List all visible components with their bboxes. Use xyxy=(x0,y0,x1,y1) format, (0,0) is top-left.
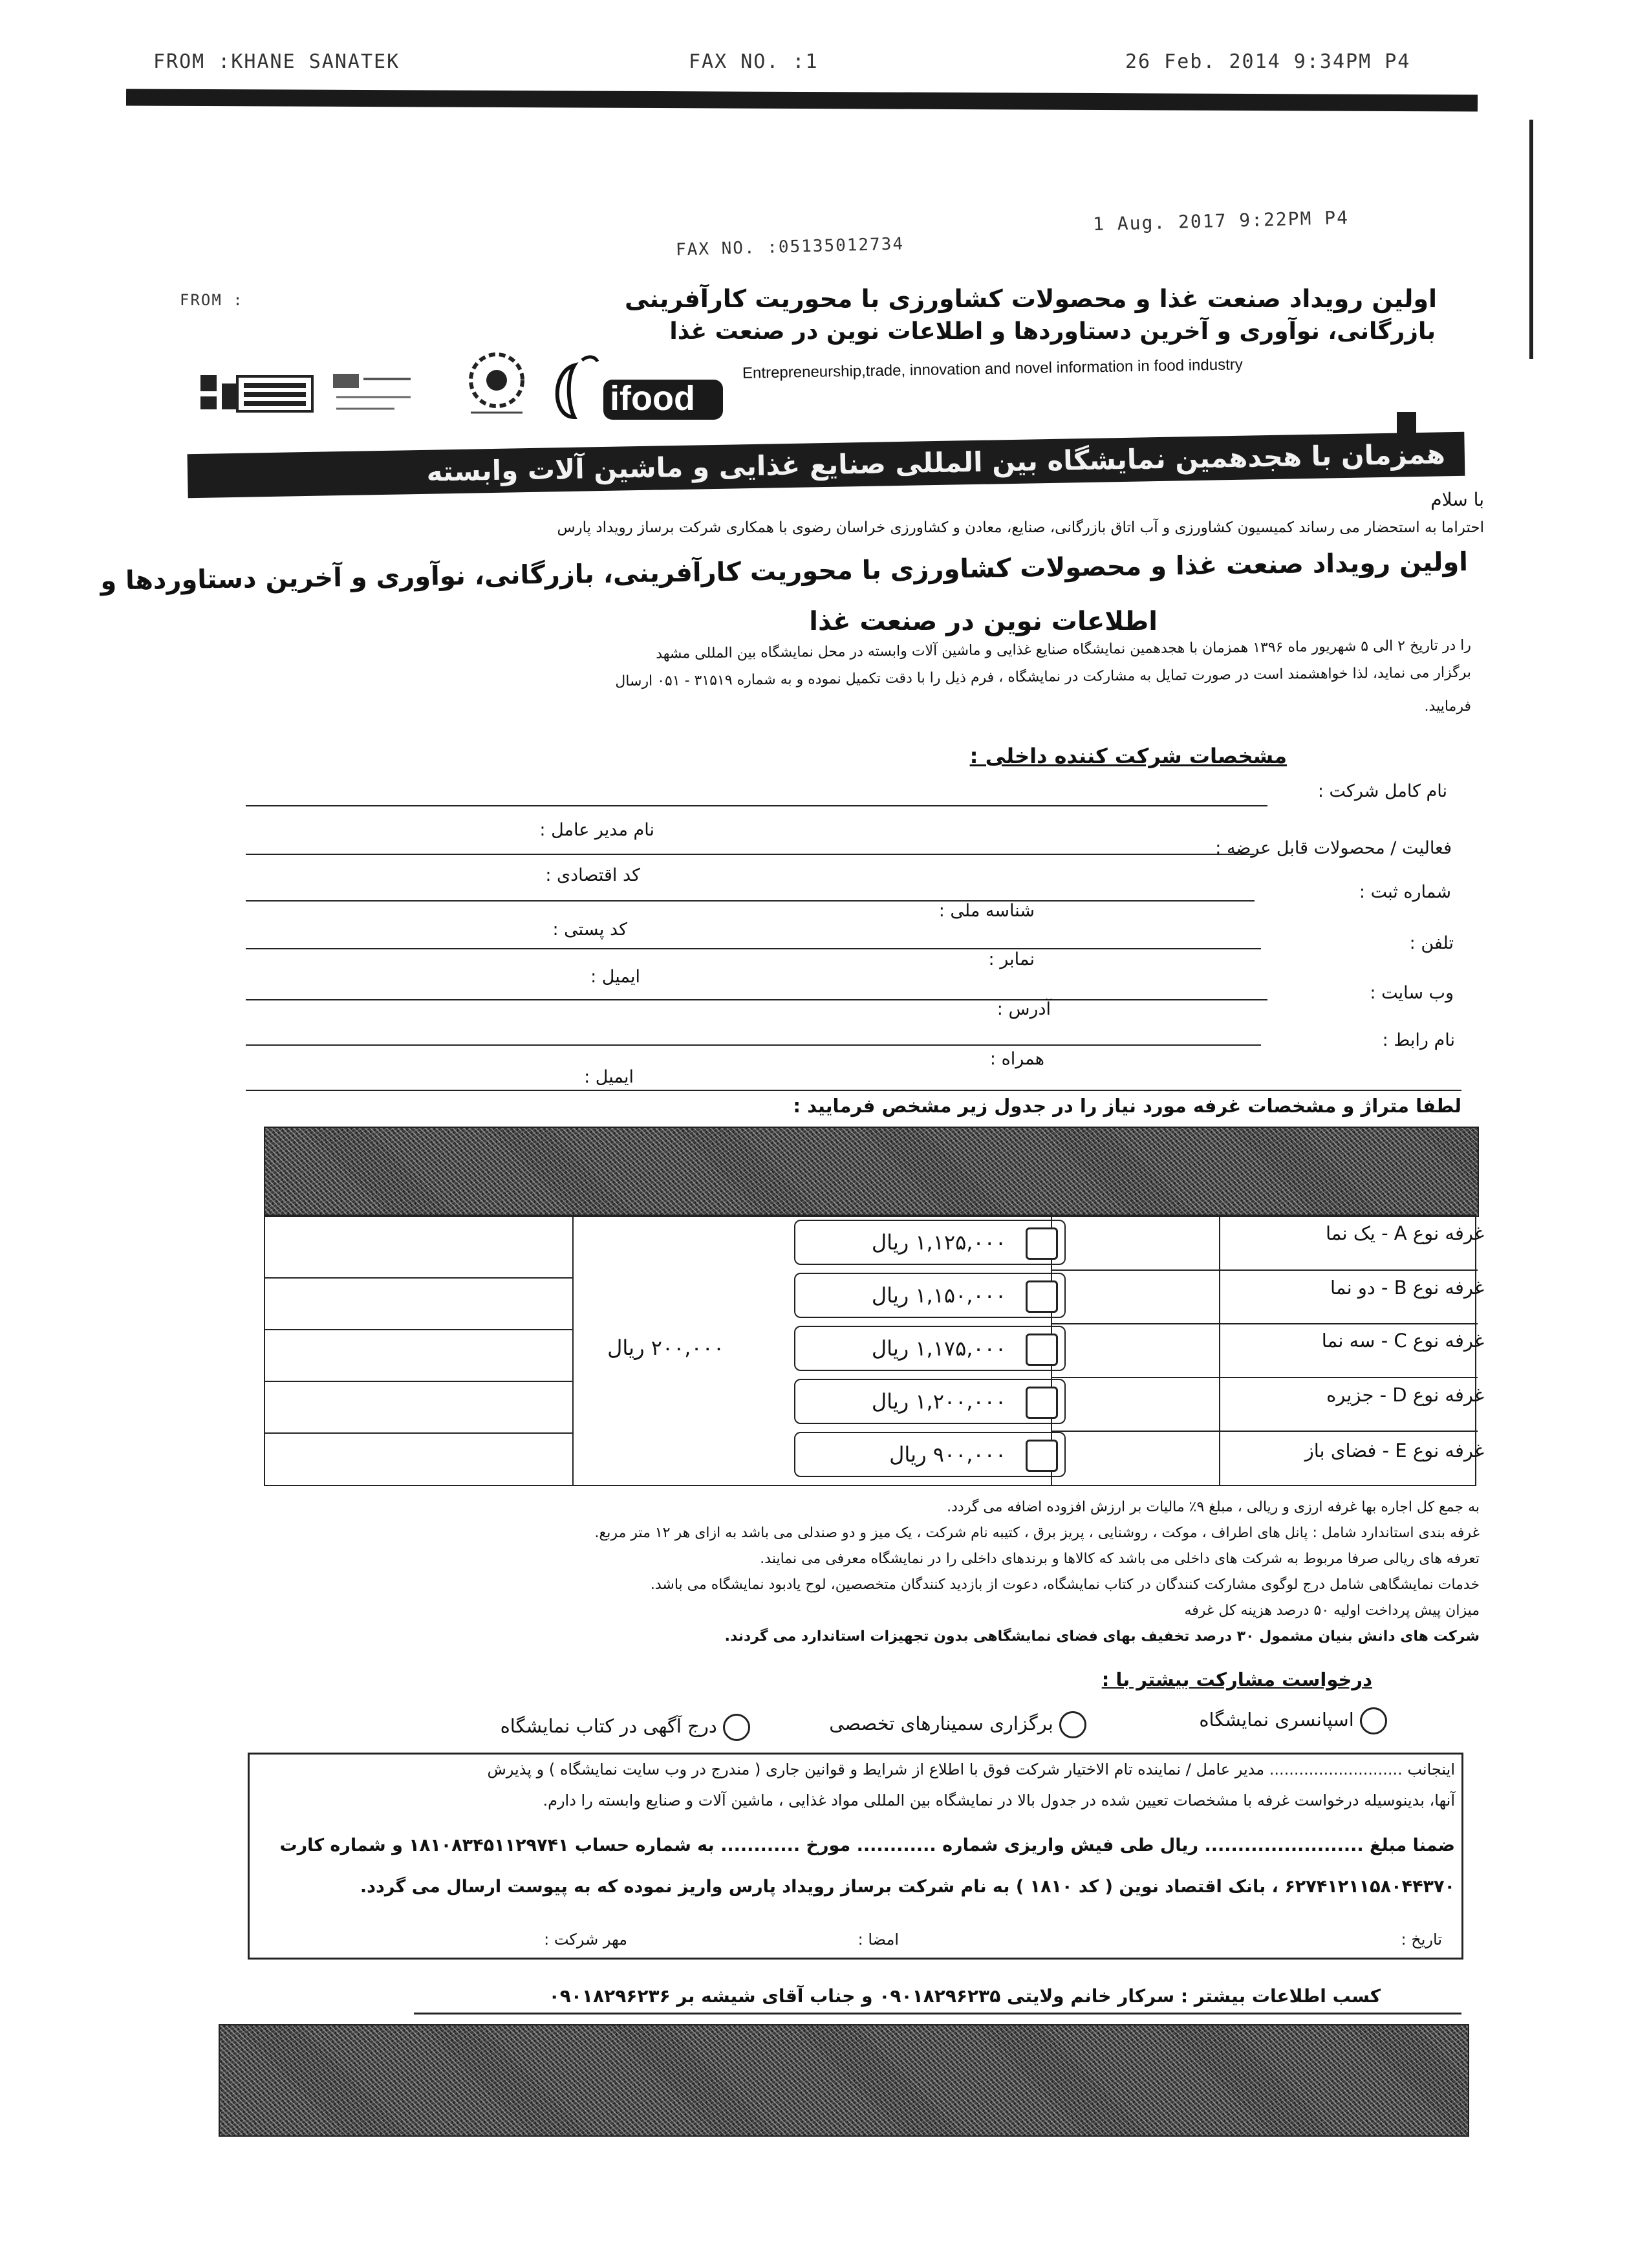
booth-b-type: غرفه نوع B - دو نما xyxy=(1330,1277,1484,1299)
contact-email-label: ایمیل : xyxy=(584,1067,634,1087)
event-title-english: Entrepreneurship,trade, innovation and novel information in food industry xyxy=(742,356,1243,382)
activity-label: فعالیت / محصولات قابل عرضه : xyxy=(1215,838,1452,858)
booth-d-price: ۱,۲۰۰,۰۰۰ ریال xyxy=(871,1389,1006,1414)
contact-email-field[interactable] xyxy=(246,1090,1461,1091)
sponsor-label: اسپانسری نمایشگاه xyxy=(1199,1709,1354,1731)
footer-noise-band xyxy=(219,2024,1469,2137)
address-label: آدرس : xyxy=(997,999,1051,1019)
booth-d-type: غرفه نوع D - جزیره xyxy=(1326,1384,1484,1406)
ifood-logo xyxy=(548,352,729,424)
fax-header-divider xyxy=(126,89,1478,111)
fax-label: نمابر : xyxy=(988,949,1035,969)
reg-number-field[interactable] xyxy=(246,900,1255,902)
ad-radio[interactable] xyxy=(723,1714,750,1741)
ifood-logo-text: ifood xyxy=(610,379,695,418)
booth-b-price: ۱,۱۵۰,۰۰۰ ریال xyxy=(871,1283,1006,1308)
fax-number-2: FAX NO. :05135012734 xyxy=(675,234,905,260)
ad-label: درج آگهی در کتاب نمایشگاه xyxy=(500,1715,717,1737)
option-sponsor[interactable] xyxy=(1199,1707,1387,1734)
signature-label: امضا : xyxy=(857,1930,899,1949)
booth-e-type: غرفه نوع E - فضای باز xyxy=(1304,1440,1484,1462)
emblem-logo xyxy=(464,348,529,419)
option-advertisement[interactable] xyxy=(501,1714,750,1741)
fax-date: 26 Feb. 2014 9:34PM P4 xyxy=(1125,50,1411,73)
commitment-line3: ضمنا مبلغ ........................ ریال طی فیش واریزی شماره ............ مورخ ............ به شماره حساب ۱۸۱۰۸۳۴۵۱۱۲۹۷۴۱ و شماره کارت xyxy=(279,1835,1455,1855)
letter-para-line3: فرمایید. xyxy=(1424,698,1471,715)
note-item: شرکت های دانش بنیان مشمول ۳۰ درصد تخفیف بهای فضای نمایشگاهی بدون تجهیزات استاندارد می گردند. xyxy=(724,1628,1480,1645)
contact-name-field[interactable] xyxy=(246,1044,1261,1046)
booth-c-type: غرفه نوع C - سه نما xyxy=(1321,1330,1484,1352)
domestic-section-title: مشخصات شرکت کننده داخلی : xyxy=(969,744,1287,768)
postal-code-label: کد پستی : xyxy=(552,920,627,940)
letter-bold-title-2: اطلاعات نوین در صنعت غذا xyxy=(809,607,1158,636)
booth-row-d xyxy=(794,1379,1066,1424)
phone-field[interactable] xyxy=(246,948,1261,949)
commitment-line2: آنها، بدینوسیله درخواست غرفه با مشخصات تعیین شده در جدول بالا در نمایشگاه بین المللی مواد غذایی ، ماشین آلات و صنایع وابسته را دارم. xyxy=(543,1791,1455,1809)
option-seminars[interactable] xyxy=(829,1711,1086,1738)
booth-row-a xyxy=(794,1220,1066,1265)
booth-e-checkbox[interactable] xyxy=(1026,1440,1058,1472)
reg-number-label: شماره ثبت : xyxy=(1359,882,1451,902)
fax-number: FAX NO. :1 xyxy=(689,50,819,73)
note-item: تعرفه های ریالی صرفا مربوط به شرکت های داخلی می باشد که کالاها و برندهای داخلی را در نمایشگاه معرفی می نمایند. xyxy=(760,1551,1480,1567)
website-label: وب سایت : xyxy=(1370,983,1454,1003)
sponsor-radio[interactable] xyxy=(1360,1707,1387,1734)
seminars-label: برگزاری سمینارهای تخصصی xyxy=(829,1712,1053,1734)
contact-name-label: نام رابط : xyxy=(1382,1030,1455,1050)
date-label: تاریخ : xyxy=(1401,1930,1442,1949)
contact-info: کسب اطلاعات بیشتر : سرکار خانم ولایتی ۰۹۰۱۸۲۹۶۲۳۵ و جناب آقای شیشه بر ۰۹۰۱۸۲۹۶۲۳۶ xyxy=(548,1985,1381,2007)
booth-instruction-line: لطفا متراژ و مشخصات غرفه مورد نیاز را در جدول زیر مشخص فرمایید : xyxy=(793,1095,1461,1117)
email-label: ایمیل : xyxy=(590,967,640,987)
booth-a-price: ۱,۱۲۵,۰۰۰ ریال xyxy=(871,1230,1006,1255)
booth-c-price: ۱,۱۷۵,۰۰۰ ریال xyxy=(871,1336,1006,1361)
note-item: خدمات نمایشگاهی شامل درج لوگوی مشارکت کنندگان در کتاب نمایشگاه، دعوت از بازدید کنندگان متخصصین، لوح یادبود نمایشگاه می باشد. xyxy=(650,1577,1480,1593)
booth-d-checkbox[interactable] xyxy=(1026,1387,1058,1419)
booth-a-checkbox[interactable] xyxy=(1026,1227,1058,1260)
phone-label: تلفن : xyxy=(1409,933,1454,953)
commission-logo xyxy=(330,369,414,420)
salutation: با سلام xyxy=(1430,489,1484,510)
company-name-field[interactable] xyxy=(246,805,1267,806)
national-id-label: شناسه ملی : xyxy=(938,901,1035,921)
website-field[interactable] xyxy=(246,999,1267,1000)
note-item: میزان پیش پرداخت اولیه ۵۰ درصد هزینه کل غرفه xyxy=(1184,1603,1480,1619)
fax-from: FROM :KHANE SANATEK xyxy=(153,50,400,73)
booth-row-e xyxy=(794,1432,1066,1477)
company-name-label: نام کامل شرکت : xyxy=(1317,781,1447,801)
booth-table-header xyxy=(264,1127,1479,1217)
letter-para-line1: را در تاریخ ۲ الی ۵ شهریور ماه ۱۳۹۶ همزمان با هجدهمین نمایشگاه صنایع غذایی و ماشین آلات وابسته در محل نمایشگاه بین المللی مشهد xyxy=(656,637,1472,662)
letter-intro: احتراما به استحضار می رساند کمیسیون کشاورزی و آب اتاق بازرگانی، صنایع، معادن و کشاورزی خراسان رضوی با همکاری شرکت برساز رویداد پارس xyxy=(557,519,1484,536)
note-item: غرفه بندی استاندارد شامل : پانل های اطراف ، موکت ، روشنایی ، پریز برق ، کتیبه نام شرکت ، یک میز و دو صندلی می باشد به ازای هر ۱۲ متر مربع. xyxy=(594,1525,1480,1541)
activity-field[interactable] xyxy=(246,854,1255,855)
booth-c-checkbox[interactable] xyxy=(1026,1334,1058,1366)
economic-code-label: کد اقتصادی : xyxy=(545,865,640,885)
fax-date-2: 1 Aug. 2017 9:22PM P4 xyxy=(1092,206,1350,235)
booth-common-price: ۲۰۰,۰۰۰ ریال xyxy=(607,1335,724,1360)
event-banner: همزمان با هجدهمین نمایشگاه بین المللی صنایع غذایی و ماشین آلات وابسته xyxy=(188,432,1465,498)
ceo-name-label: نام مدیر عامل : xyxy=(539,820,654,840)
fax-from-2: FROM : xyxy=(180,291,244,309)
mobile-label: همراه : xyxy=(989,1049,1044,1069)
event-title-line2: بازرگانی، نوآوری و آخرین دستاوردها و اطلاعات نوین در صنعت غذا xyxy=(669,318,1436,345)
commitment-line1: اینجانب ........................... مدیر عامل / نماینده تام الاختیار شرکت فوق با اطلاع از شرایط و قوانین جاری ( مندرج در وب سایت نمایشگاه ) و پذیرش xyxy=(487,1760,1455,1778)
more-services-title: درخواست مشارکت بیشتر با : xyxy=(1101,1669,1372,1690)
chamber-logo xyxy=(236,374,314,414)
stamp-label: مهر شرکت : xyxy=(544,1930,627,1949)
contact-underline xyxy=(414,2013,1461,2014)
note-item: به جمع کل اجاره بها غرفه ارزی و ریالی ، مبلغ ۹٪ مالیات بر ارزش افزوده اضافه می گردد. xyxy=(947,1499,1480,1515)
letter-para-line2: برگزار می نماید، لذا خواهشمند است در صورت تمایل به مشارکت در نمایشگاه ، فرم ذیل را با دقت تکمیل نموده و به شماره ۳۱۵۱۹ - ۰۵۱ ارسال xyxy=(615,664,1472,690)
event-title-line1: اولین رویداد صنعت غذا و محصولات کشاورزی با محوریت کارآفرینی xyxy=(625,285,1437,313)
scan-edge-line xyxy=(1529,120,1533,359)
booth-row-c xyxy=(794,1326,1066,1371)
letter-bold-title-1: اولین رویداد صنعت غذا و محصولات کشاورزی با محوریت کارآفرینی، بازرگانی، نوآوری و آخرین دستاوردها و xyxy=(100,547,1469,596)
booth-e-price: ۹۰۰,۰۰۰ ریال xyxy=(889,1442,1006,1467)
commitment-box xyxy=(248,1753,1463,1960)
booth-a-type: غرفه نوع A - یک نما xyxy=(1325,1222,1484,1244)
commitment-line4: ۶۲۷۴۱۲۱۱۵۸۰۴۴۳۷۰ ، بانک اقتصاد نوین ( کد ۱۸۱۰ ) به نام شرکت برساز رویداد پارس واریز نموده که به پیوست ارسال می گردد. xyxy=(360,1877,1455,1897)
booth-row-b xyxy=(794,1273,1066,1318)
booth-b-checkbox[interactable] xyxy=(1026,1280,1058,1313)
seminars-radio[interactable] xyxy=(1059,1711,1086,1738)
